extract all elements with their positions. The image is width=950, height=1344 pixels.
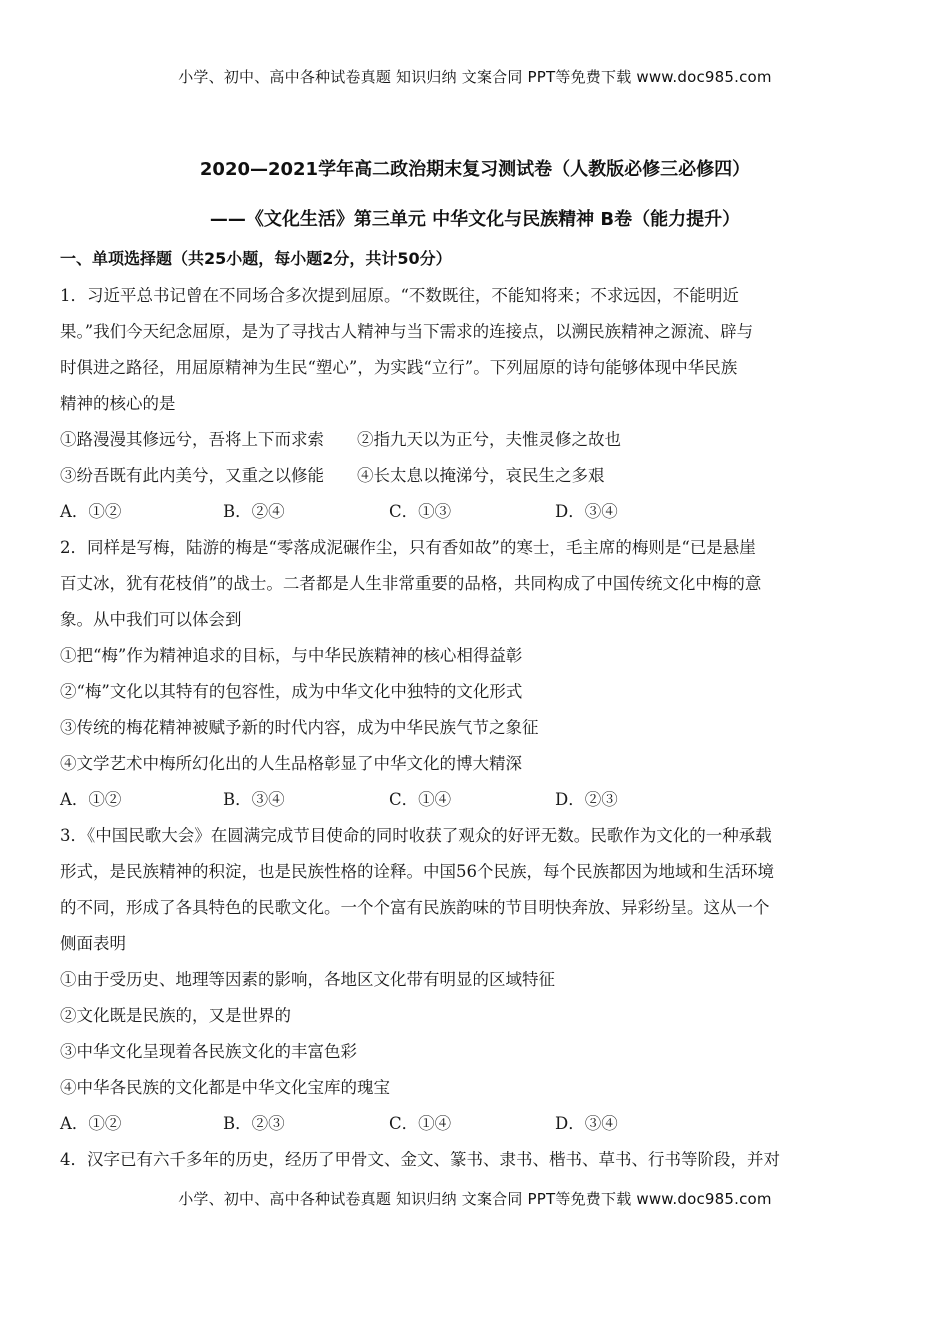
- question-1: [60, 278, 892, 530]
- question-stem-line: 时俱进之路径，用屈原精神为生民“塑心”，为实践“立行”。下列屈原的诗句能够体现中华民族: [60, 358, 738, 377]
- answer-options: [60, 1106, 892, 1142]
- question-item: ③纷吾既有此内美兮，又重之以修能 ④长太息以掩涕兮，哀民生之多艰: [60, 466, 605, 485]
- question-item: ④文学艺术中梅所幻化出的人生品格彰显了中华文化的博大精深: [60, 754, 522, 773]
- option-d: D．②③: [555, 790, 618, 809]
- question-item: ①由于受历史、地理等因素的影响，各地区文化带有明显的区域特征: [60, 970, 555, 989]
- option-b: B．②④: [223, 502, 285, 521]
- question-stem-line: 果。”我们今天纪念屈原，是为了寻找古人精神与当下需求的连接点，以溯民族精神之源流、辟与: [60, 322, 754, 341]
- option-b: B．③④: [223, 790, 285, 809]
- question-2: [60, 530, 892, 818]
- option-c: C．①④: [389, 1114, 452, 1133]
- question-stem-line: 的不同，形成了各具特色的民歌文化。一个个富有民族韵味的节目明快奔放、异彩纷呈。这从一个: [60, 898, 770, 917]
- question-list: [60, 278, 892, 1178]
- option-a: A．①②: [60, 502, 122, 521]
- section-heading: 一、单项选择题（共25小题，每小题2分，共计50分）: [60, 249, 452, 268]
- option-a: A．①②: [60, 790, 122, 809]
- option-c: C．①④: [389, 790, 452, 809]
- question-item: ①路漫漫其修远兮，吾将上下而求索 ②指九天以为正兮，夫惟灵修之故也: [60, 430, 621, 449]
- question-stem-line: 1．习近平总书记曾在不同场合多次提到屈原。“不数既往，不能知将来；不求远因，不能明近: [60, 286, 739, 305]
- question-item: ②文化既是民族的，又是世界的: [60, 1006, 291, 1025]
- question-stem-line: 精神的核心的是: [60, 394, 176, 413]
- question-item: ③中华文化呈现着各民族文化的丰富色彩: [60, 1042, 357, 1061]
- question-stem-line: 3．《中国民歌大会》在圆满完成节目使命的同时收获了观众的好评无数。民歌作为文化的一种承载: [60, 826, 772, 845]
- header-banner: 小学、初中、高中各种试卷真题 知识归纳 文案合同 PPT等免费下载 www.doc985.com: [178, 68, 772, 86]
- footer-banner: 小学、初中、高中各种试卷真题 知识归纳 文案合同 PPT等免费下载 www.doc985.com: [178, 1190, 772, 1208]
- option-b: B．②③: [223, 1114, 285, 1133]
- question-item: ②“梅”文化以其特有的包容性，成为中华文化中独特的文化形式: [60, 682, 523, 701]
- question-item: ①把“梅”作为精神追求的目标，与中华民族精神的核心相得益彰: [60, 646, 523, 665]
- question-stem-line: 象。从中我们可以体会到: [60, 610, 242, 629]
- question-item: ③传统的梅花精神被赋予新的时代内容，成为中华民族气节之象征: [60, 718, 539, 737]
- option-d: D．③④: [555, 1114, 618, 1133]
- option-c: C．①③: [389, 502, 452, 521]
- question-stem-line: 侧面表明: [60, 934, 126, 953]
- question-stem-line: 4．汉字已有六千多年的历史，经历了甲骨文、金文、篆书、隶书、楷书、草书、行书等阶段，并对: [60, 1150, 780, 1169]
- option-d: D．③④: [555, 502, 618, 521]
- question-4: [60, 1142, 892, 1178]
- answer-options: [60, 494, 892, 530]
- question-item: ④中华各民族的文化都是中华文化宝库的瑰宝: [60, 1078, 390, 1097]
- question-3: [60, 818, 892, 1142]
- question-stem-line: 百丈冰，犹有花枝俏”的战士。二者都是人生非常重要的品格，共同构成了中国传统文化中梅的意: [60, 574, 762, 593]
- option-a: A．①②: [60, 1114, 122, 1133]
- answer-options: [60, 782, 892, 818]
- question-stem-line: 形式，是民族精神的积淀，也是民族性格的诠释。中国56个民族，每个民族都因为地域和生活环境: [60, 862, 774, 881]
- page-subtitle: ——《文化生活》第三单元 中华文化与民族精神 B卷（能力提升）: [209, 209, 741, 230]
- page-title: 2020—2021学年高二政治期末复习测试卷（人教版必修三必修四）: [199, 159, 751, 180]
- question-stem-line: 2．同样是写梅，陆游的梅是“零落成泥碾作尘，只有香如故”的寒士，毛主席的梅则是“已是悬崖: [60, 538, 756, 557]
